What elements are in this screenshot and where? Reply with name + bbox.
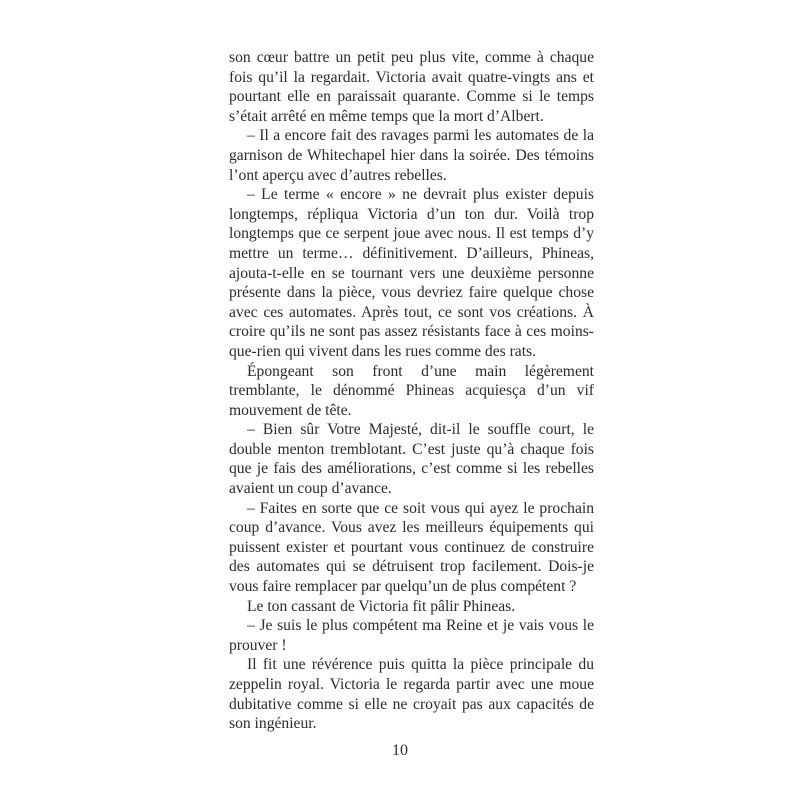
paragraph-5: – Bien sûr Votre Majesté, dit-il le souffle court, le double menton tremblotant. C’est juste qu’à chaque fois que je fais des améliorations, c’est comme si les rebelles avaient un coup d’avance. — [229, 421, 594, 498]
paragraph-3: – Le terme « encore » ne devrait plus exister depuis longtemps, répliqua Victoria d’un ton dur. Voilà trop longtemps que ce serpent joue avec nous. Il est temps d’y mettre un terme… définitivement. D’ailleurs, Phineas, ajouta-t-elle en se tournant vers une deuxième personne présente dans la pièce, vous devriez faire quelque chose avec ces automates. Après tout, ce sont vos créations. À croire qu’ils ne sont pas assez résistants face à ces moins-que-rien qui vivent dans les rues comme des rats. — [229, 186, 594, 360]
paragraph-2: – Il a encore fait des ravages parmi les automates de la garnison de Whitechapel hier dans la soirée. Des témoins l’ont aperçu avec d’autres rebelles. — [229, 127, 594, 184]
paragraph-7: Le ton cassant de Victoria fit pâlir Phineas. — [247, 597, 516, 615]
paragraph-1: son cœur battre un petit peu plus vite, comme à chaque fois qu’il la regardait. Victoria avait quatre-vingts ans et pourtant elle en paraissait quarante. Comme si le temps s’était arrêté en même temps que la mort d’Albert. — [229, 49, 594, 125]
paragraph-6: – Faites en sorte que ce soit vous qui ayez le prochain coup d’avance. Vous avez les meilleurs équipements qui puissent exister et pourtant vous continuez de construire des automates qui se détruisent trop facilement. Dois-je vous faire remplacer par quelqu’un de plus compétent ? — [229, 499, 594, 596]
paragraph-9: Il fit une révérence puis quitta la pièce principale du zeppelin royal. Victoria le regarda partir avec une moue dubitative comme si elle ne croyait pas aux capacités de son ingénieur. — [229, 656, 594, 733]
body-text — [229, 48, 594, 734]
page-number: 10 — [392, 742, 408, 759]
paragraph-4: Épongeant son front d’une main légèrement tremblante, le dénommé Phineas acquiesça d’un vif mouvement de tête. — [229, 362, 594, 419]
paragraph-8: – Je suis le plus compétent ma Reine et je vais vous le prouver ! — [229, 617, 594, 654]
